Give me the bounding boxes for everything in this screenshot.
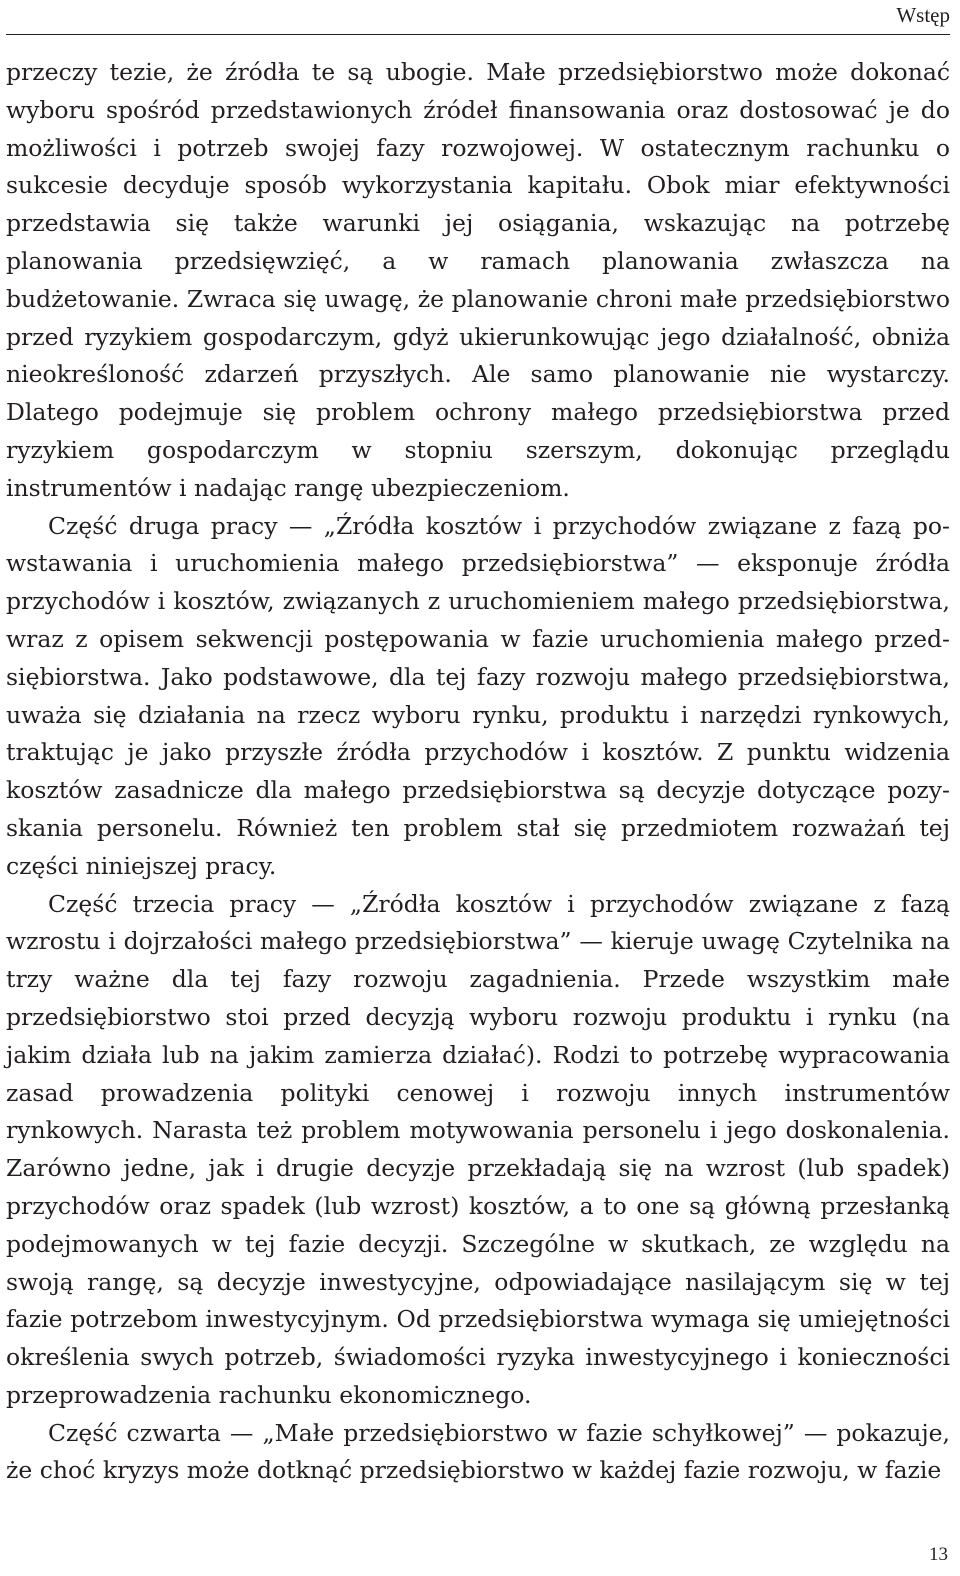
- paragraph-4: Część czwarta — „Małe przedsiębiorstwo w fazie schyłkowej” — pokazuje, że choć kryzys może dotknąć przedsiębiorstwo w każdej fazie rozwoju, w fazie: [6, 1418, 950, 1485]
- body-text: [6, 54, 950, 1490]
- paragraph-2: Część druga pracy — „Źródła kosztów i przychodów związane z fazą powstawania i uruchomienia małego przedsiębiorstwa” — eksponuje źródła przychodów i kosztów, związanych z uruchomieniem małego przedsiębiorstwa, wraz z opisem sekwencji postępowania w fazie uruchomienia małego przedsiębiorstwa. Jako podstawowe, dla tej fazy rozwoju małego przedsiębiorstwa, uważa się działania na rzecz wyboru rynku, produktu i narzędzi rynkowych, traktując je jako przyszłe źródła przychodów i kosztów. Z punktu widzenia kosztów zasadnicze dla małego przedsiębiorstwa są decyzje dotyczące pozyskania personelu. Również ten problem stał się przedmiotem rozważań tej części niniejszej pracy.: [6, 511, 950, 880]
- header-rule: [6, 34, 950, 35]
- page-number: 13: [929, 1544, 948, 1565]
- paragraph-1: przeczy tezie, że źródła te są ubogie. Małe przedsiębiorstwo może dokonać wyboru spośród przedstawionych źródeł finansowania oraz dostosować je do możliwości i potrzeb swojej fazy rozwojowej. W ostatecznym rachunku o sukcesie decyduje sposób wykorzystania kapitału. Obok miar efektywności przedstawia się także warunki jej osiągania, wskazując na potrzebę planowania przedsięwzięć, a w ramach planowania zwłaszcza na budżetowanie. Zwraca się uwagę, że planowanie chroni małe przedsiębiorstwo przed ryzykiem gospodarczym, gdyż ukierunkowując jego działalność, obniża nieokreśloność zdarzeń przyszłych. Ale samo planowanie nie wystarczy. Dlatego podejmuje się problem ochrony małego przedsiębiorstwa przed ryzykiem gospodarczym w stopniu szerszym, dokonując przeglądu instrumentów i nadając rangę ubezpieczeniom.: [6, 58, 950, 502]
- running-head: Wstęp: [896, 3, 950, 27]
- paragraph-3: Część trzecia pracy — „Źródła kosztów i przychodów związane z fazą wzrostu i dojrzałości małego przedsiębiorstwa” — kieruje uwagę Czytelnika na trzy ważne dla tej fazy rozwoju zagadnienia. Przede wszystkim małe przedsiębiorstwo stoi przed decyzją wyboru rozwoju produktu i rynku (na jakim działa lub na jakim zamierza działać). Rodzi to potrzebę wypracowania zasad prowadzenia polityki cenowej i rozwoju innych instrumentów rynkowych. Narasta też problem motywowania personelu i jego doskonalenia. Zarówno jedne, jak i drugie decyzje przekładają się na wzrost (lub spadek) przychodów oraz spadek (lub wzrost) kosztów, a to one są główną przesłanką podejmowanych w tej fazie decyzji. Szczególne w skutkach, ze względu na swoją rangę, są decyzje inwestycyjne, odpowiadające nasilającym się w tej fazie potrzebom inwestycyjnym. Od przedsiębiorstwa wymaga się umiejętności określenia swych potrzeb, świadomości ryzyka inwestycyjnego i konieczności przeprowadzenia rachunku ekonomicznego.: [6, 889, 950, 1409]
